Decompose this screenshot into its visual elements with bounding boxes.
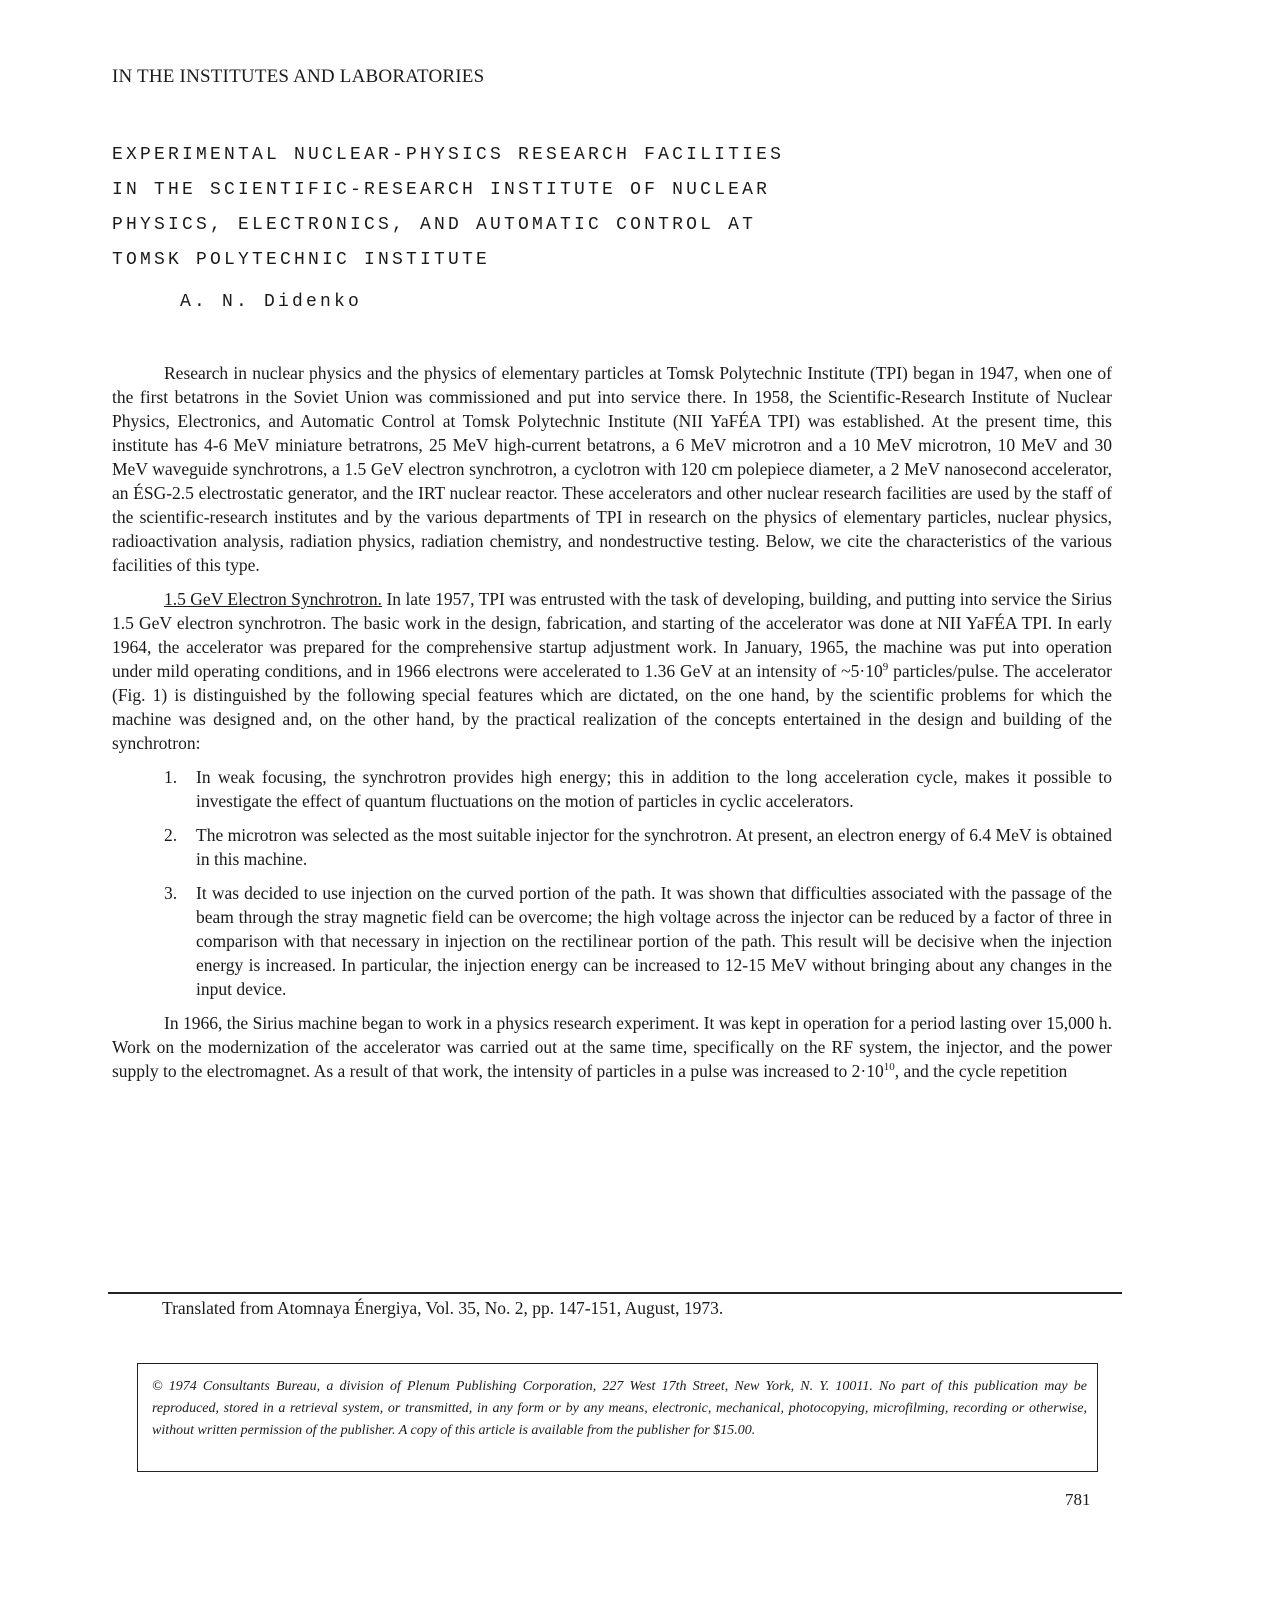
- section-lead: 1.5 GeV Electron Synchrotron.: [164, 589, 383, 609]
- title-line: IN THE SCIENTIFIC-RESEARCH INSTITUTE OF NUCLEAR: [112, 180, 771, 200]
- article-body: [112, 361, 1112, 1093]
- list-text: The microtron was selected as the most suitable injector for the synchrotron. At present, an electron energy of 6.4 MeV is obtained in this machine.: [196, 825, 1112, 869]
- paragraph-operation: [112, 1011, 1112, 1083]
- list-number: 3.: [164, 883, 178, 903]
- translation-note: Translated from Atomnaya Énergiya, Vol. 35, No. 2, pp. 147-151, August, 1973.: [162, 1298, 724, 1318]
- paragraph-text: , and the cycle repetition: [894, 1061, 1068, 1081]
- list-text: In weak focusing, the synchrotron provides high energy; this in addition to the long acceleration cycle, makes it possible to investigate the effect of quantum fluctuations on the motion of particles in cyclic accelerators.: [196, 767, 1112, 811]
- exponent: 9: [882, 661, 889, 674]
- title-line: TOMSK POLYTECHNIC INSTITUTE: [112, 250, 491, 270]
- article-title: [112, 138, 1012, 278]
- author-name: A. N. Didenko: [180, 292, 363, 312]
- list-item: [164, 823, 1112, 871]
- feature-list: [112, 765, 1112, 1001]
- title-line: EXPERIMENTAL NUCLEAR-PHYSICS RESEARCH FACILITIES: [112, 145, 785, 165]
- list-number: 2.: [164, 825, 178, 845]
- copyright-notice: © 1974 Consultants Bureau, a division of Plenum Publishing Corporation, 227 West 17th Street, New York, N. Y. 10011. No part of this publication may be reproduced, stored in a retrieval system, or transmitted, in any form or by any means, electronic, mechanical, photocopying, microfilming, recording or otherwise, without written permission of the publisher. A copy of this article is available from the publisher for $15.00.: [137, 1363, 1098, 1472]
- page-number: 781: [1065, 1490, 1091, 1509]
- paragraph-text: In 1966, the Sirius machine began to work in a physics research experiment. It was kept in operation for a period lasting over 15,000 h. Work on the modernization of the accelerator was carried out at the same time, specifically on the RF system, the injector, and the power supply to the electromagnet. As a result of that work, the intensity of particles in a pulse was increased to 2·10: [112, 1013, 1112, 1081]
- list-number: 1.: [164, 767, 178, 787]
- title-line: PHYSICS, ELECTRONICS, AND AUTOMATIC CONTROL AT: [112, 215, 757, 235]
- list-item: [164, 765, 1112, 813]
- footnote-rule: [108, 1292, 1122, 1294]
- paragraph-text: In late 1957, TPI was entrusted with the task of developing, building, and putting into service the Sirius 1.5 GeV electron synchrotron. The basic work in the design, fabrication, and starting of the accelerator was done at NII YaFÉA TPI. In early 1964, the accelerator was prepared for the comprehensive startup adjustment work. In January, 1965, the machine was put into operation under mild operating conditions, and in 1966 electrons were accelerated to 1.36 GeV at an intensity of ~5·10: [112, 589, 1112, 681]
- paragraph-intro: Research in nuclear physics and the physics of elementary particles at Tomsk Polytechnic Institute (TPI) began in 1947, when one of the first betatrons in the Soviet Union was commissioned and put into service there. In 1958, the Scientific-Research Institute of Nuclear Physics, Electronics, and Automatic Control at Tomsk Polytechnic Institute (NII YaFÉA TPI) was established. At the present time, this institute has 4-6 MeV miniature betratrons, 25 MeV high-current betatrons, a 6 MeV microtron and a 10 MeV microtron, 10 MeV and 30 MeV waveguide synchrotrons, a 1.5 GeV electron synchrotron, a cyclotron with 120 cm polepiece diameter, a 2 MeV nanosecond accelerator, an ÉSG-2.5 electrostatic generator, and the IRT nuclear reactor. These accelerators and other nuclear research facilities are used by the staff of the scientific-research institutes and by the various departments of TPI in research on the physics of elementary particles, nuclear physics, radioactivation analysis, radiation physics, radiation chemistry, and nondestructive testing. Below, we cite the characteristics of the various facilities of this type.: [112, 363, 1112, 575]
- paragraph-text: particles/pulse. The accelerator (Fig. 1) is distinguished by the following special features which are dictated, on the one hand, by the scientific problems for which the machine was designed and, on the other hand, by the practical realization of the concepts entertained in the design and building of the synchrotron:: [112, 661, 1112, 753]
- section-heading: IN THE INSTITUTES AND LABORATORIES: [112, 66, 485, 87]
- exponent: 10: [883, 1061, 895, 1074]
- list-item: [164, 881, 1112, 1001]
- list-text: It was decided to use injection on the curved portion of the path. It was shown that difficulties associated with the passage of the beam through the stray magnetic field can be overcome; the high voltage across the injector can be reduced by a factor of three in comparison with that necessary in injection on the rectilinear portion of the path. This result will be decisive when the injection energy is increased. In particular, the injection energy can be increased to 12-15 MeV without bringing about any changes in the input device.: [196, 883, 1112, 999]
- paragraph-synchrotron: [112, 587, 1112, 755]
